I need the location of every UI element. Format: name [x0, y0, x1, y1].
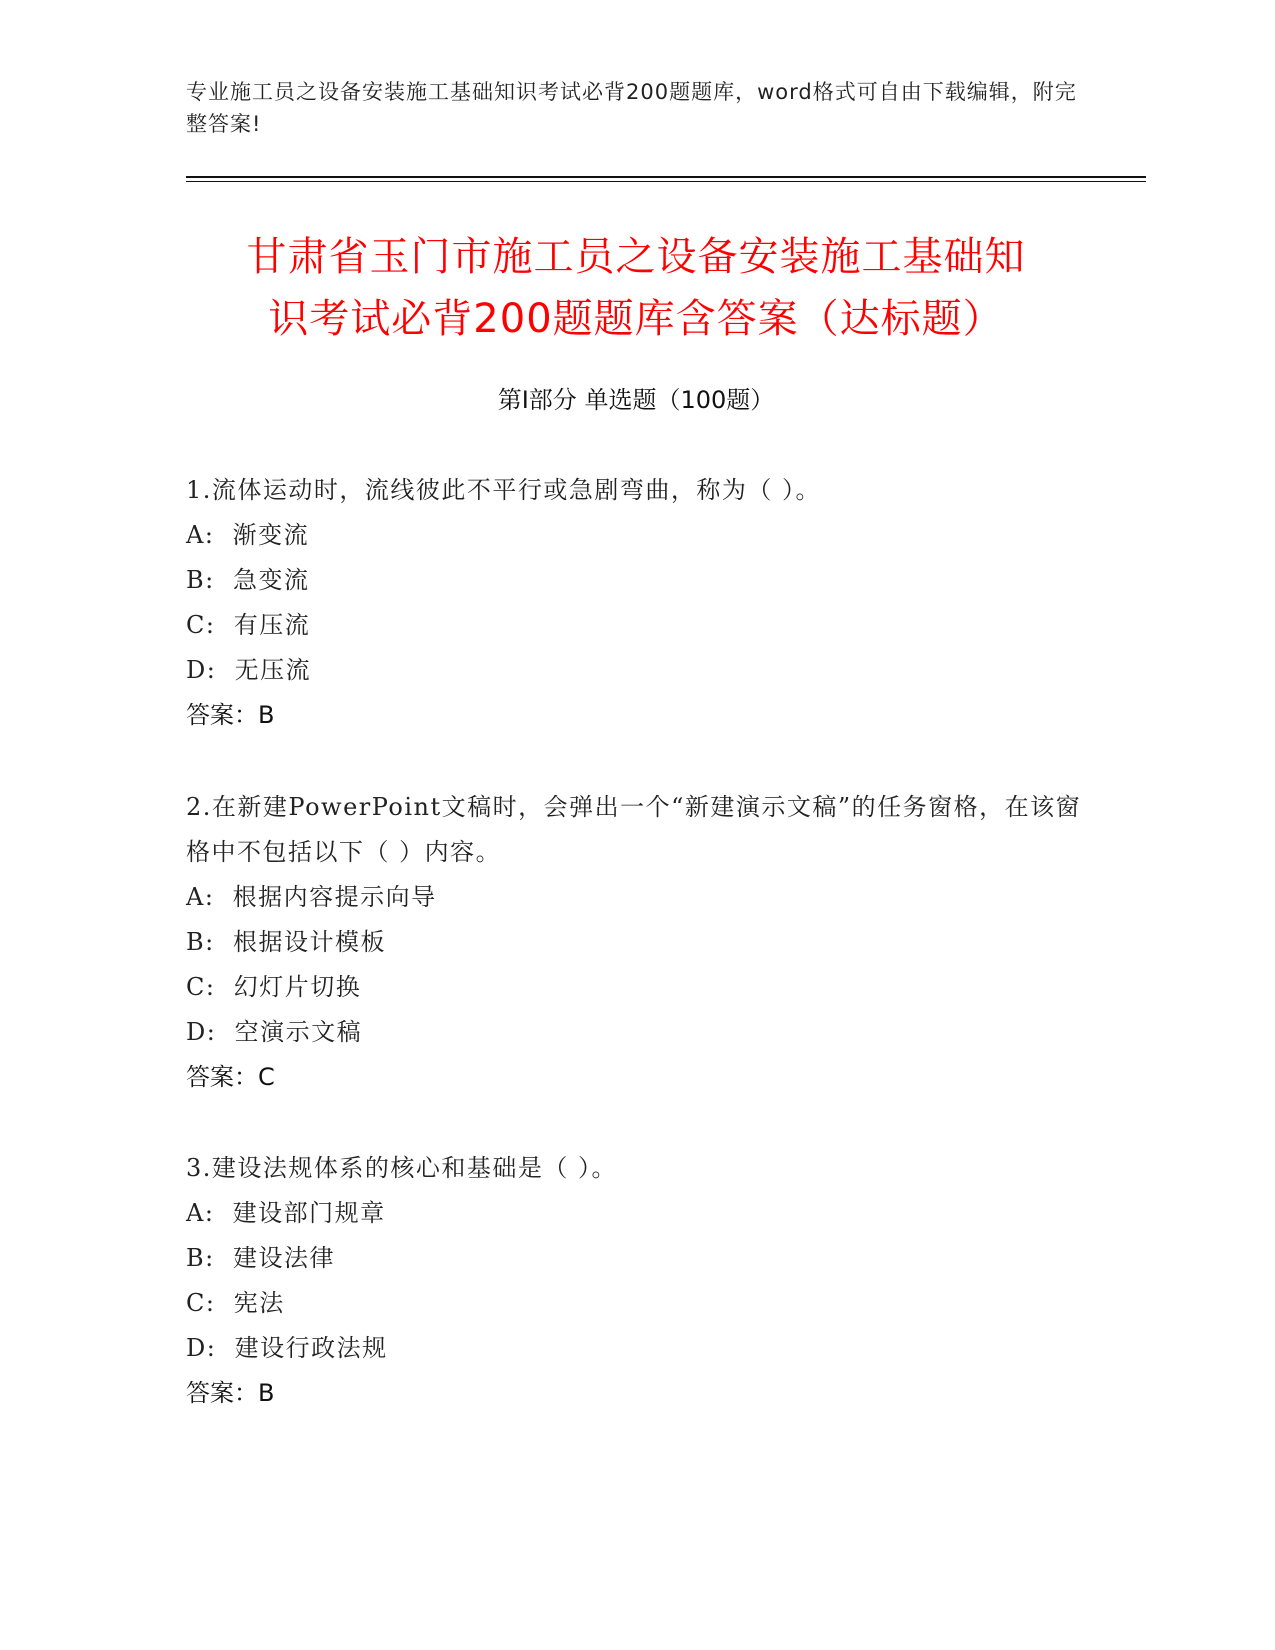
header-note: 专业施工员之设备安装施工基础知识考试必背200题题库，word格式可自由下载编辑，附完整答案! — [186, 80, 1077, 136]
option-d: D: 空演示文稿 — [186, 1018, 363, 1046]
option-d: D: 无压流 — [186, 656, 312, 684]
answer-line: 答案：B — [186, 701, 275, 729]
question-3 — [186, 1146, 1086, 1416]
document-title — [186, 226, 1086, 350]
document-title-line-2: 识考试必背200题题库含答案（达标题） — [268, 296, 1004, 342]
option-a: A: 建设部门规章 — [186, 1199, 386, 1227]
answer-line: 答案：C — [186, 1063, 275, 1091]
question-stem: 1.流体运动时，流线彼此不平行或急剧弯曲，称为（ ）。 — [186, 476, 822, 504]
option-d: D: 建设行政法规 — [186, 1334, 388, 1362]
option-a: A: 渐变流 — [186, 521, 310, 549]
option-c: C: 幻灯片切换 — [186, 973, 362, 1001]
header-rule-thick — [186, 176, 1146, 178]
question-stem: 3.建设法规体系的核心和基础是（ ）。 — [186, 1154, 618, 1182]
section-heading: 第I部分 单选题（100题） — [497, 386, 775, 414]
document-title-line-1: 甘肃省玉门市施工员之设备安装施工基础知 — [246, 234, 1026, 280]
option-b: B: 根据设计模板 — [186, 928, 386, 956]
question-1 — [186, 468, 1086, 738]
header-rule-thin — [186, 181, 1146, 182]
question-stem: 2.在新建PowerPoint文稿时，会弹出一个“新建演示文稿”的任务窗格，在该窗格中不包括以下（ ）内容。 — [186, 793, 1082, 866]
option-b: B: 建设法律 — [186, 1244, 335, 1272]
option-c: C: 宪法 — [186, 1289, 285, 1317]
option-b: B: 急变流 — [186, 566, 310, 594]
option-c: C: 有压流 — [186, 611, 311, 639]
question-2 — [186, 785, 1086, 1100]
answer-line: 答案：B — [186, 1379, 275, 1407]
option-a: A: 根据内容提示向导 — [186, 883, 437, 911]
